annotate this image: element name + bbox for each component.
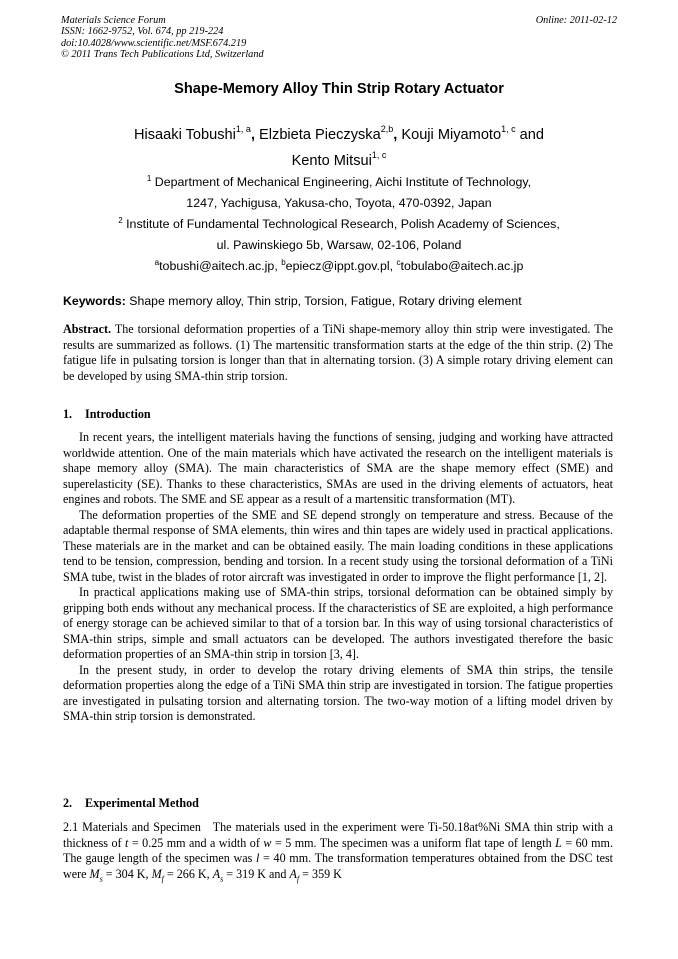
symbol: w bbox=[263, 835, 272, 850]
keywords-label: Keywords: bbox=[63, 294, 126, 308]
email-line bbox=[0, 259, 678, 273]
journal-name: Materials Science Forum bbox=[61, 15, 166, 26]
author-affiliation-mark: 1, c bbox=[501, 124, 516, 135]
symbol: l bbox=[255, 851, 260, 865]
subsection-label: 2.1 Materials and Specimen bbox=[63, 820, 201, 834]
affiliation-1-line-2: 1247, Yachigusa, Yakusa-cho, Toyota, 470-0392, Japan bbox=[186, 196, 492, 210]
affiliation-mark: 2 bbox=[118, 215, 123, 225]
affiliation-mark: 1 bbox=[146, 173, 152, 183]
affiliation-2-line-1 bbox=[0, 217, 678, 231]
author-name: Kento Mitsui bbox=[291, 153, 372, 169]
affiliation-2-line-2: ul. Pawinskiego 5b, Warsaw, 02-106, Poland bbox=[216, 238, 462, 252]
author-separator: , bbox=[250, 127, 260, 143]
text-run: = 319 K and bbox=[226, 866, 287, 881]
text-run: = 359 K bbox=[302, 866, 342, 881]
online-date: Online: 2011-02-12 bbox=[535, 15, 617, 26]
author-affiliation-mark: 1, a bbox=[235, 124, 251, 135]
text-run: = 266 K, bbox=[166, 866, 210, 881]
author-affiliation-mark: 1, c bbox=[371, 150, 387, 161]
author-name: Hisaaki Tobushi bbox=[133, 127, 236, 143]
abstract-text: The torsional deformation properties of a TiNi shape-memory alloy thin strip were investigated. The results are summarized as follows. (1) The martensitic transformation starts at the edge of the thin strip. (2) The fatigue life in pulsating torsion is longer than that in alternating torsion. (3) A simple rotary driving element can be developed by using SMA-thin strip torsion. bbox=[63, 322, 613, 383]
introduction-body bbox=[63, 430, 613, 725]
keywords bbox=[63, 294, 522, 308]
author-separator: , bbox=[393, 127, 402, 143]
paragraph: In practical applications making use of SMA-thin strips, torsional deformation can be obtained simply by gripping both ends without any mechanical process. If the characteristics of SE are exploited, a high performance of energy storage can be achieved similar to that of a torsion bar. In this way of using torsional characteristics of SMA-thin strips, simple and small actuators can be developed. The authors investigated therefore the basic deformation properties of an SMA-thin strip in torsion [3, 4]. bbox=[63, 585, 613, 661]
email-mark: a bbox=[154, 257, 160, 267]
section-title: Introduction bbox=[85, 407, 151, 421]
text-run: = 40 mm. The transformation temperatures obtained from the DSC test were bbox=[63, 851, 614, 881]
subscript: f bbox=[161, 873, 164, 883]
abstract-label: Abstract. bbox=[63, 322, 112, 336]
text-run: = 60 mm. The gauge length of the specimen was bbox=[63, 835, 613, 865]
symbol: L bbox=[555, 835, 562, 850]
email-mark: b bbox=[281, 257, 286, 267]
affiliation-1-line-1 bbox=[0, 175, 678, 189]
email-address: epiecz@ippt.gov.pl, bbox=[285, 259, 394, 273]
abstract bbox=[63, 322, 613, 384]
paragraph: The deformation properties of the SME and SE depend strongly on temperature and stress. Because of the adaptable thermal response of SMA elements, thin wires and thin tapes are widely used in practical applications. These materials are in the market and can be obtained easily. The main loading conditions in these applications tend to be tension, compression, bending and torsion. In a recent study using the torsional deformation of a TiNi SMA tube, twist in the blades of rotor aircraft was investigated in order to improve the flight performance [1, 2]. bbox=[63, 507, 613, 584]
paragraph: In the present study, in order to develop the rotary driving elements of SMA thin strips, the tensile deformation properties along the edge of a TiNi SMA thin strip are investigated in torsion. The fatigue properties are investigated in pulsating torsion and alternating torsion. The two-way motion of a lifting model driven by SMA-thin strip torsion is demonstrated. bbox=[63, 662, 613, 723]
text-run: The materials used in the experiment were Ti-50.18at%Ni SMA thin strip with a thickness of bbox=[63, 820, 614, 850]
author-name: Kouji Miyamoto bbox=[401, 127, 502, 143]
section-number: 1. bbox=[63, 407, 73, 421]
email-mark: c bbox=[396, 257, 401, 267]
subscript: s bbox=[220, 873, 224, 883]
affiliation-text: Department of Mechanical Engineering, Aichi Institute of Technology, bbox=[154, 175, 532, 189]
symbol: t bbox=[125, 835, 129, 850]
copyright-line: © 2011 Trans Tech Publications Ltd, Switzerland bbox=[61, 49, 264, 61]
journal-header bbox=[61, 15, 617, 61]
symbol: M bbox=[151, 866, 162, 881]
author-separator: and bbox=[515, 127, 545, 143]
symbol: A bbox=[212, 866, 221, 881]
text-run: = 0.25 mm and a width of bbox=[131, 835, 260, 850]
symbol: A bbox=[289, 866, 297, 881]
email-address: tobushi@aitech.ac.jp, bbox=[159, 259, 278, 273]
text-run: = 304 K, bbox=[105, 866, 149, 881]
paragraph: In recent years, the intelligent materials having the functions of sensing, judging and working have attracted worldwide attention. One of the main materials which have activated the research on the intelligent materials is shape memory alloy (SMA). The main characteristics of SMA are the shape memory effect (SME) and superelasticity (SE). Thanks to these characteristics, SMAs are used in the driving elements of actuators, heat engines and robots. The SME and SE appear as a result of a martensitic transformation (MT). bbox=[63, 430, 613, 506]
author-name: Elzbieta Pieczyska bbox=[259, 127, 381, 143]
affiliation-text: Institute of Fundamental Technological Research, Polish Academy of Sciences, bbox=[126, 217, 560, 231]
subscript: f bbox=[296, 873, 300, 883]
materials-paragraph bbox=[63, 820, 613, 882]
issn-line: ISSN: 1662-9752, Vol. 674, pp 219-224 bbox=[61, 26, 224, 38]
section-title: Experimental Method bbox=[85, 796, 199, 810]
symbol: M bbox=[89, 866, 100, 881]
section-heading-introduction bbox=[63, 407, 151, 422]
doi-line: doi:10.4028/www.scientific.net/MSF.674.219 bbox=[61, 37, 247, 49]
paper-title: Shape-Memory Alloy Thin Strip Rotary Actuator bbox=[174, 81, 504, 97]
text-run: = 5 mm. The specimen was a uniform flat tape of length bbox=[274, 835, 552, 850]
email-address: tobulabo@aitech.ac.jp bbox=[400, 259, 524, 273]
author-list bbox=[100, 122, 578, 174]
keywords-text: Shape memory alloy, Thin strip, Torsion, Fatigue, Rotary driving element bbox=[129, 294, 522, 308]
subscript: s bbox=[99, 873, 103, 883]
section-heading-experimental-method bbox=[63, 796, 199, 811]
author-affiliation-mark: 2,b bbox=[380, 124, 394, 135]
section-number: 2. bbox=[63, 796, 73, 810]
